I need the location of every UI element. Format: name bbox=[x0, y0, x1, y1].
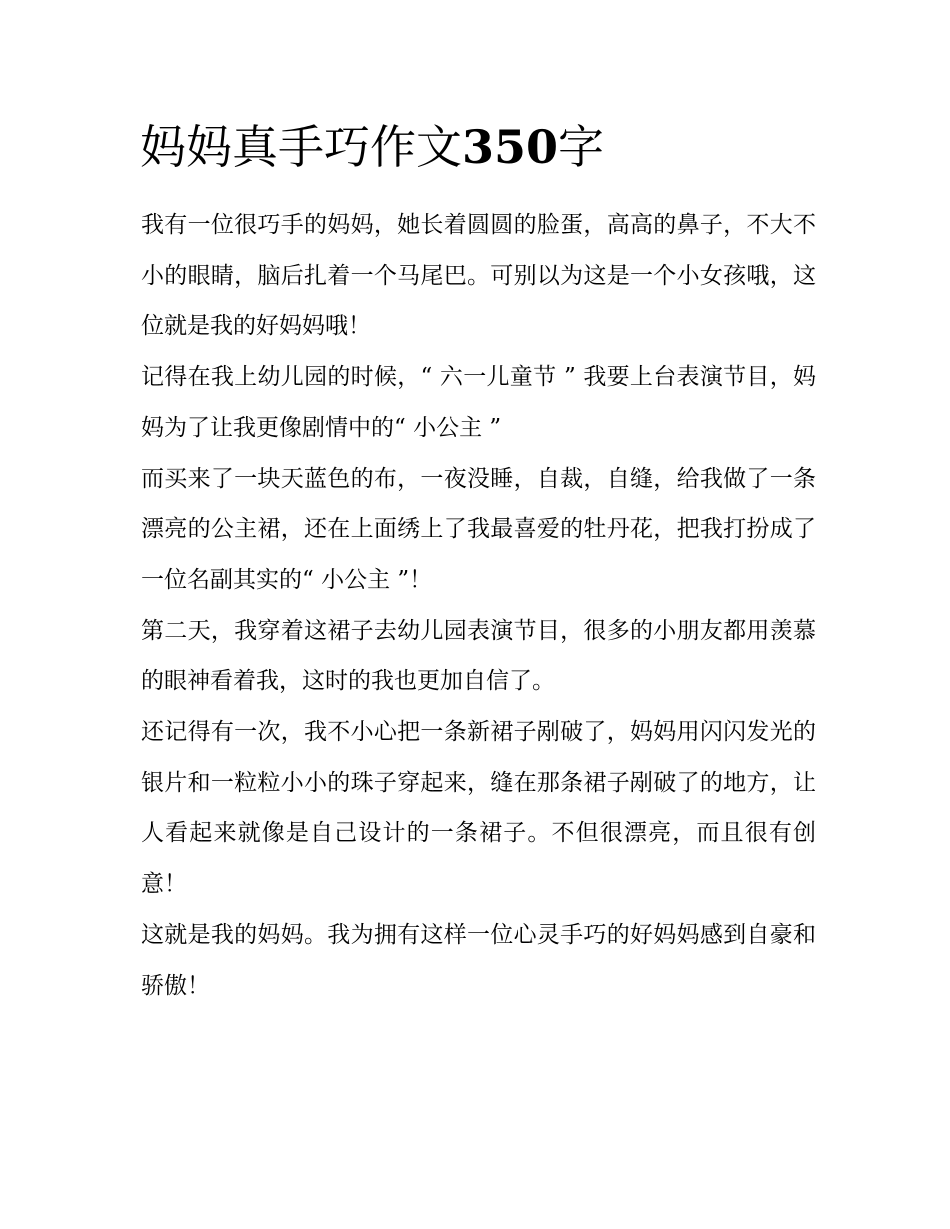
title-prefix: 妈妈真手巧作文 bbox=[140, 120, 462, 174]
paragraph-4: 第二天，我穿着这裙子去幼儿园表演节目，很多的小朋友都用羡慕的眼神看着我，这时的我也更加自信了。 bbox=[141, 617, 816, 695]
paragraph-6: 这就是我的妈妈。我为拥有这样一位心灵手巧的好妈妈感到自豪和骄傲！ bbox=[141, 921, 816, 999]
paragraph-5: 还记得有一次，我不小心把一条新裙子剐破了，妈妈用闪闪发光的银片和一粒粒小小的珠子穿起来，缝在那条裙子剐破了的地方，让人看起来就像是自己设计的一条裙子。不但很漂亮，而且很有创意！ bbox=[141, 719, 816, 898]
title-suffix: 字 bbox=[558, 120, 605, 174]
title-number: 350 bbox=[462, 120, 559, 174]
document-body bbox=[141, 200, 816, 1011]
paragraph-3: 而买来了一块天蓝色的布，一夜没睡，自裁，自缝，给我做了一条漂亮的公主裙，还在上面绣上了我最喜爱的牡丹花，把我打扮成了一位名副其实的“ 小公主 ”！ bbox=[141, 465, 816, 593]
paragraph-2: 记得在我上幼儿园的时候，“ 六一儿童节 ” 我要上台表演节目，妈妈为了让我更像剧情中的“ 小公主 ” bbox=[141, 364, 816, 441]
document-title bbox=[140, 114, 840, 180]
paragraph-1: 我有一位很巧手的妈妈，她长着圆圆的脸蛋，高高的鼻子，不大不小的眼睛，脑后扎着一个马尾巴。可别以为这是一个小女孩哦，这位就是我的好妈妈哦！ bbox=[141, 212, 816, 340]
